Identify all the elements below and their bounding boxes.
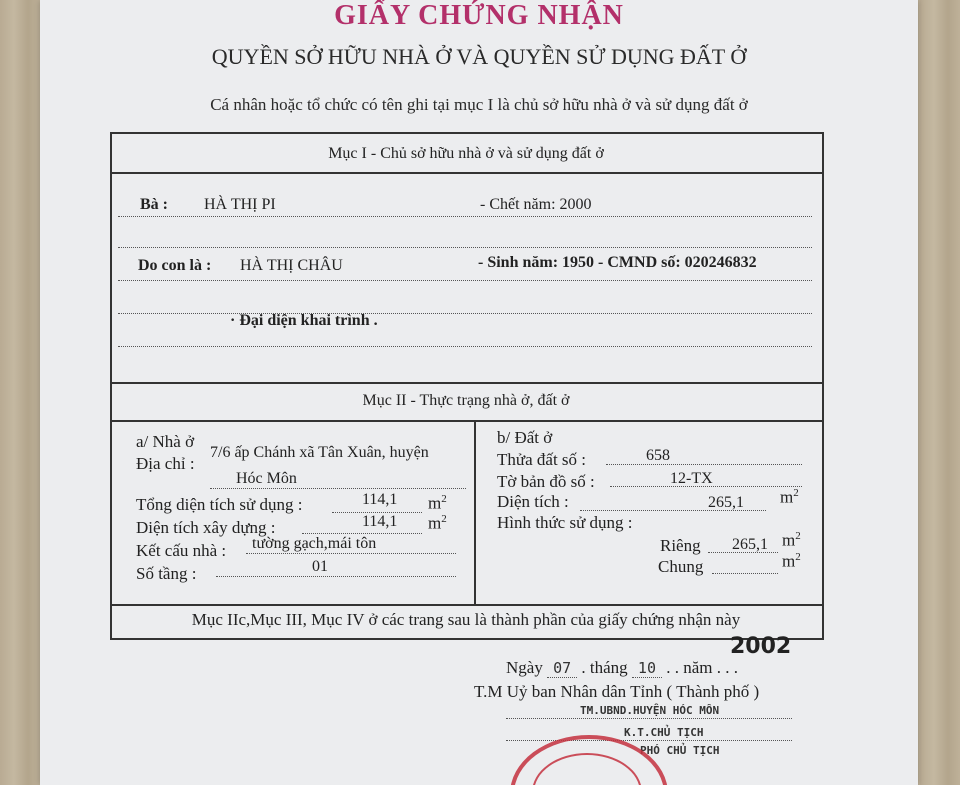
stamp-line-3: PHÓ CHỦ TỊCH [640,744,720,757]
section1-divider [110,172,822,174]
issuing-authority: T.M Uỷ ban Nhân dân Tỉnh ( Thành phố ) [474,682,760,701]
private-label: Riêng [660,536,701,555]
dotted-line [216,576,456,577]
section2-divider [110,420,822,422]
owner-label: Bà : [140,196,168,213]
issue-year: 2002 [730,634,792,659]
issue-day: 07 [547,659,577,678]
map-value: 12-TX [670,470,713,487]
land-area-unit: $m^2$ [780,487,799,507]
dotted-line [506,718,792,719]
dotted-line [118,216,812,217]
total-area-value: 114,1 [362,491,398,508]
shared-label: Chung [658,557,704,576]
structure-value: tường gạch,mái tôn [252,535,377,552]
usage-label: Hình thức sử dụng : [497,513,633,532]
section2-heading: Mục II - Thực trạng nhà ở, đất ở [362,392,570,409]
land-area-value: 265,1 [708,494,744,511]
private-value: 265,1 [732,536,768,553]
address-line2: Hóc Môn [236,470,297,487]
dotted-line [118,280,812,281]
dotted-line [118,313,812,314]
shared-unit: $m^2$ [782,551,801,571]
land-label: b/ Đất ở [497,428,553,447]
address-label: Địa chỉ : [136,454,195,473]
stamp-line-1: TM.UBND.HUYỆN HÓC MÔN [580,704,720,717]
page-subtitle: QUYỀN SỞ HỮU NHÀ Ở VÀ QUYỀN SỬ DỤNG ĐẤT Ở [211,44,747,69]
issue-date: Ngày 07 . tháng 10 . . năm . . . [506,658,739,677]
dotted-line [302,533,422,534]
dotted-line [610,486,802,487]
total-area-unit: $m^2$ [428,493,447,513]
certificate-page [40,0,918,785]
owner-death: - Chết năm: 2000 [480,196,592,213]
official-seal-icon [510,735,668,785]
owner-name: HÀ THỊ PI [204,196,276,213]
dotted-line [246,553,456,554]
house-label: a/ Nhà ở [136,432,195,451]
stamp-line-2: K.T.CHỦ TỊCH [624,726,704,739]
column-divider [474,420,476,604]
private-unit: $m^2$ [782,530,801,550]
dotted-line [210,488,466,489]
section1-heading: Mục I - Chủ sở hữu nhà ở và sử dụng đất ở [328,145,604,162]
built-area-unit: $m^2$ [428,513,447,533]
land-area-label: Diện tích : [497,492,569,511]
dotted-line [712,573,778,574]
issue-month: 10 [632,659,662,678]
dotted-line [118,346,812,347]
intro-text: Cá nhân hoặc tổ chức có tên ghi tại mục I là chủ sở hữu nhà ở và sử dụng đất ở [210,95,748,114]
child-label: Do con là : [138,257,212,274]
plot-label: Thửa đất số : [497,450,587,469]
footer-note: Mục IIc,Mục III, Mục IV ở các trang sau là thành phần của giấy chứng nhận này [191,610,741,629]
address-line1: 7/6 ấp Chánh xã Tân Xuân, huyện [210,444,429,461]
built-area-label: Diện tích xây dựng : [136,518,276,537]
built-area-value: 114,1 [362,513,398,530]
floors-label: Số tầng : [136,564,197,583]
map-label: Tờ bản đồ số : [497,472,595,491]
dotted-line [606,464,802,465]
plot-value: 658 [646,447,670,464]
representative-text: · Đại diện khai trình . [230,312,378,329]
structure-label: Kết cấu nhà : [136,541,227,560]
section2-top-divider [110,382,822,384]
footer-divider [110,604,822,606]
dotted-line [580,510,766,511]
child-name: HÀ THỊ CHÂU [240,257,343,274]
total-area-label: Tổng diện tích sử dụng : [136,495,303,514]
dotted-line [708,552,778,553]
page-title: GIẤY CHỨNG NHẬN [334,0,624,31]
floors-value: 01 [312,558,328,575]
dotted-line [118,247,812,248]
dotted-line [506,740,792,741]
child-info: - Sinh năm: 1950 - CMND số: 020246832 [478,254,757,271]
